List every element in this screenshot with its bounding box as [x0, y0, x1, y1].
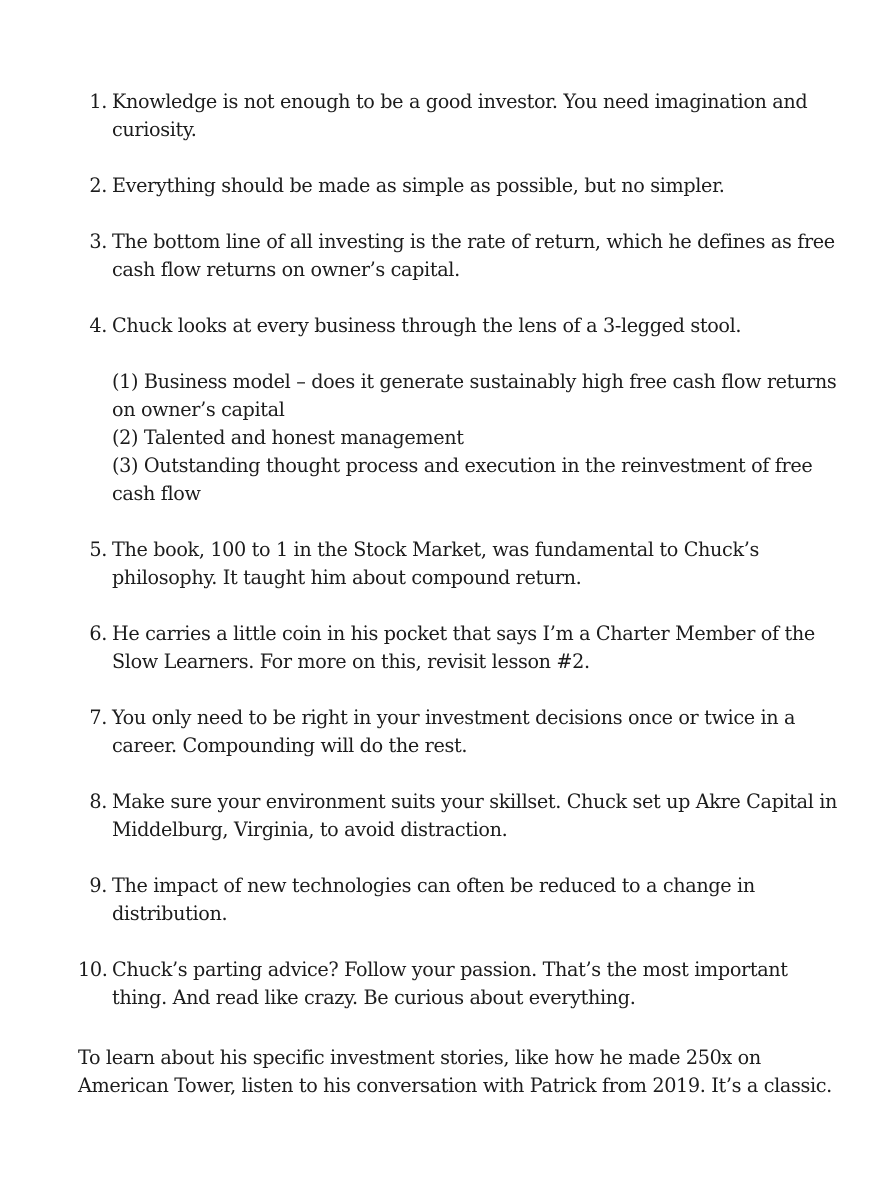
sub-point: (3) Outstanding thought process and execution in the reinvestment of free cash flow — [112, 454, 813, 505]
list-item — [78, 536, 838, 592]
list-number: 1. — [89, 90, 107, 113]
list-text: Chuck looks at every business through the lens of a 3-legged stool. — [112, 314, 742, 337]
list-item — [78, 872, 838, 928]
list-number: 10. — [78, 958, 108, 981]
list-text: Everything should be made as simple as possible, but no simpler. — [112, 174, 725, 197]
list-text: Knowledge is not enough to be a good investor. You need imagination and curiosity. — [112, 90, 808, 141]
list-text: The book, 100 to 1 in the Stock Market, was fundamental to Chuck’s philosophy. It taught him about compound return. — [112, 538, 759, 589]
sub-point: (1) Business model – does it generate sustainably high free cash flow returns on owner’s capital — [112, 370, 837, 421]
list-item — [78, 172, 838, 200]
list-text: He carries a little coin in his pocket that says I’m a Charter Member of the Slow Learners. For more on this, revisit lesson #2. — [112, 622, 815, 673]
list-text: Chuck’s parting advice? Follow your passion. That’s the most important thing. And read like crazy. Be curious about everything. — [112, 958, 788, 1009]
list-item — [78, 312, 838, 508]
list-number: 5. — [89, 538, 107, 561]
list-number: 3. — [89, 230, 107, 253]
list-number: 8. — [89, 790, 107, 813]
sub-points — [112, 368, 838, 508]
list-item — [78, 704, 838, 760]
list-text: The impact of new technologies can often be reduced to a change in distribution. — [112, 874, 755, 925]
list-number: 6. — [89, 622, 107, 645]
list-number: 4. — [89, 314, 107, 337]
list-item — [78, 956, 838, 1012]
list-item — [78, 88, 838, 144]
lessons-list — [78, 88, 838, 1040]
list-number: 9. — [89, 874, 107, 897]
list-item — [78, 228, 838, 284]
list-number: 7. — [89, 706, 107, 729]
list-text: You only need to be right in your investment decisions once or twice in a career. Compounding will do the rest. — [112, 706, 796, 757]
sub-point: (2) Talented and honest management — [112, 426, 464, 449]
list-number: 2. — [89, 174, 107, 197]
list-item — [78, 620, 838, 676]
closing-paragraph: To learn about his specific investment stories, like how he made 250x on American Tower, listen to his conversation with Patrick from 2019. It’s a classic. — [78, 1046, 832, 1097]
list-item — [78, 788, 838, 844]
list-text: The bottom line of all investing is the rate of return, which he defines as free cash flow returns on owner’s capital. — [112, 230, 835, 281]
list-text: Make sure your environment suits your skillset. Chuck set up Akre Capital in Middelburg, Virginia, to avoid distraction. — [112, 790, 838, 841]
